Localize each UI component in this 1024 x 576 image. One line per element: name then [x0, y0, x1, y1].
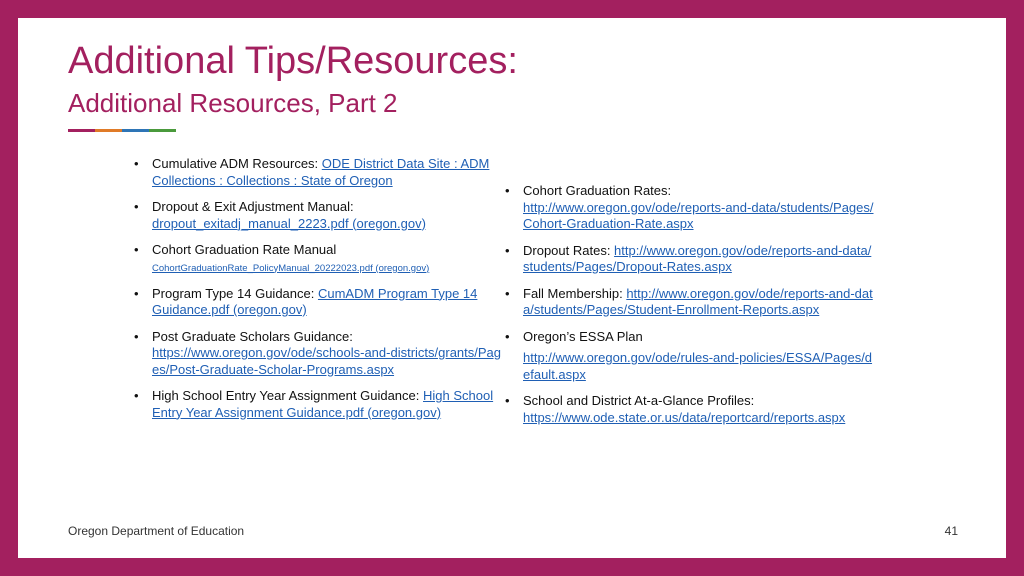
- resource-link[interactable]: http://www.oregon.gov/ode/reports-and-data/students/Pages/Student-Enrollment-Reports.aspx: [523, 285, 873, 317]
- list-item: [505, 329, 875, 384]
- item-label: High School Entry Year Assignment Guidance:: [152, 388, 423, 403]
- accent-segment: [149, 129, 176, 132]
- resource-link[interactable]: http://www.oregon.gov/ode/rules-and-policies/ESSA/Pages/default.aspx: [523, 350, 873, 382]
- list-item: [134, 242, 506, 276]
- list-item: [505, 183, 875, 233]
- accent-segment: [68, 129, 95, 132]
- page-number: 41: [944, 524, 958, 538]
- resource-link[interactable]: https://www.ode.state.or.us/data/reportcard/reports.aspx: [523, 409, 846, 425]
- accent-segment: [122, 129, 149, 132]
- item-label: Dropout Rates:: [523, 242, 615, 258]
- item-label: • Cohort Graduation Rate Manual: [152, 242, 337, 257]
- item-label: • Dropout & Exit Adjustment Manual:: [152, 199, 354, 214]
- resource-link[interactable]: High School Entry Year Assignment Guidance.pdf (oregon.gov): [152, 388, 494, 420]
- item-label: • Oregon’s ESSA Plan: [523, 328, 643, 344]
- resource-list-right: [505, 183, 875, 436]
- list-item: [505, 243, 875, 276]
- list-item: [505, 393, 875, 426]
- page-title: Additional Tips/Resources:: [68, 40, 518, 82]
- resource-link[interactable]: http://www.oregon.gov/ode/reports-and-data/students/Pages/Dropout-Rates.aspx: [523, 242, 872, 274]
- slide: [18, 18, 1006, 558]
- title-accent-bar: [68, 129, 176, 132]
- item-label: • School and District At-a-Glance Profiles:: [523, 393, 755, 408]
- resource-link[interactable]: CumADM Program Type 14 Guidance.pdf (oregon.gov): [152, 285, 478, 317]
- page-subtitle: Additional Resources, Part 2: [68, 88, 398, 118]
- list-item: [134, 199, 506, 232]
- resource-link[interactable]: https://www.oregon.gov/ode/schools-and-districts/grants/Pages/Post-Graduate-Scholar-Programs.aspx: [152, 345, 502, 377]
- list-item: [134, 156, 506, 189]
- resource-list-left: [134, 156, 506, 431]
- resource-link[interactable]: http://www.oregon.gov/ode/reports-and-data/students/Pages/Cohort-Graduation-Rate.aspx: [523, 199, 874, 231]
- item-label: • Post Graduate Scholars Guidance:: [152, 328, 353, 344]
- list-item: [134, 286, 506, 319]
- item-label: Fall Membership:: [523, 285, 627, 301]
- item-label: Cumulative ADM Resources:: [152, 156, 322, 171]
- footer-organization: Oregon Department of Education: [68, 524, 245, 538]
- item-label: Program Type 14 Guidance:: [152, 285, 318, 301]
- resource-link[interactable]: dropout_exitadj_manual_2223.pdf (oregon.gov): [152, 215, 426, 231]
- accent-segment: [95, 129, 122, 132]
- resource-link[interactable]: ODE District Data Site : ADM Collections : Collections : State of Oregon: [152, 156, 490, 188]
- item-label: • Cohort Graduation Rates:: [523, 183, 672, 198]
- list-item: [134, 388, 506, 421]
- list-item: [505, 286, 875, 319]
- list-item: [134, 329, 506, 379]
- resource-link[interactable]: CohortGraduationRate_PolicyManual_20222023.pdf (oregon.gov): [152, 262, 430, 274]
